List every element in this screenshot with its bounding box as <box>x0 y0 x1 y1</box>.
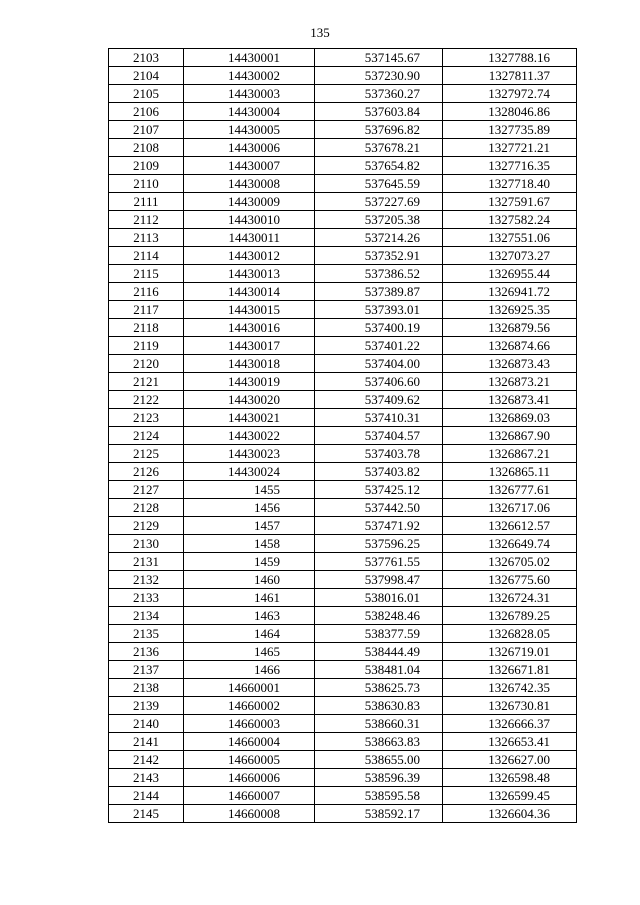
x-coordinate-cell: 537214.26 <box>315 229 443 247</box>
row-number-cell: 2109 <box>109 157 184 175</box>
table-row <box>109 121 577 139</box>
x-coordinate-cell: 538595.58 <box>315 787 443 805</box>
y-coordinate-cell: 1326789.25 <box>443 607 577 625</box>
point-id-cell: 14660003 <box>184 715 315 733</box>
point-id-cell: 14430008 <box>184 175 315 193</box>
row-number-cell: 2132 <box>109 571 184 589</box>
x-coordinate-cell: 537410.31 <box>315 409 443 427</box>
point-id-cell: 14430002 <box>184 67 315 85</box>
y-coordinate-cell: 1326719.01 <box>443 643 577 661</box>
row-number-cell: 2122 <box>109 391 184 409</box>
row-number-cell: 2119 <box>109 337 184 355</box>
y-coordinate-cell: 1327735.89 <box>443 121 577 139</box>
table-row <box>109 103 577 121</box>
y-coordinate-cell: 1326627.00 <box>443 751 577 769</box>
row-number-cell: 2135 <box>109 625 184 643</box>
table-row <box>109 319 577 337</box>
row-number-cell: 2144 <box>109 787 184 805</box>
table-row <box>109 625 577 643</box>
point-id-cell: 14430004 <box>184 103 315 121</box>
y-coordinate-cell: 1326775.60 <box>443 571 577 589</box>
row-number-cell: 2130 <box>109 535 184 553</box>
point-id-cell: 14430024 <box>184 463 315 481</box>
point-id-cell: 1457 <box>184 517 315 535</box>
table-row <box>109 517 577 535</box>
point-id-cell: 14430013 <box>184 265 315 283</box>
x-coordinate-cell: 538377.59 <box>315 625 443 643</box>
table-row <box>109 715 577 733</box>
table-row <box>109 211 577 229</box>
y-coordinate-cell: 1326828.05 <box>443 625 577 643</box>
point-id-cell: 14660007 <box>184 787 315 805</box>
point-id-cell: 14430009 <box>184 193 315 211</box>
x-coordinate-cell: 537678.21 <box>315 139 443 157</box>
x-coordinate-cell: 537393.01 <box>315 301 443 319</box>
table-row <box>109 409 577 427</box>
point-id-cell: 14430006 <box>184 139 315 157</box>
x-coordinate-cell: 538663.83 <box>315 733 443 751</box>
table-row <box>109 697 577 715</box>
table-row <box>109 85 577 103</box>
row-number-cell: 2126 <box>109 463 184 481</box>
point-id-cell: 14430015 <box>184 301 315 319</box>
y-coordinate-cell: 1326879.56 <box>443 319 577 337</box>
y-coordinate-cell: 1326604.36 <box>443 805 577 823</box>
x-coordinate-cell: 537401.22 <box>315 337 443 355</box>
point-id-cell: 14430022 <box>184 427 315 445</box>
table-row <box>109 301 577 319</box>
row-number-cell: 2140 <box>109 715 184 733</box>
point-id-cell: 14660008 <box>184 805 315 823</box>
row-number-cell: 2116 <box>109 283 184 301</box>
table-row <box>109 157 577 175</box>
row-number-cell: 2124 <box>109 427 184 445</box>
x-coordinate-cell: 537386.52 <box>315 265 443 283</box>
x-coordinate-cell: 537603.84 <box>315 103 443 121</box>
y-coordinate-cell: 1327811.37 <box>443 67 577 85</box>
y-coordinate-cell: 1326873.41 <box>443 391 577 409</box>
table-row <box>109 571 577 589</box>
row-number-cell: 2114 <box>109 247 184 265</box>
table-row <box>109 175 577 193</box>
row-number-cell: 2123 <box>109 409 184 427</box>
point-id-cell: 1466 <box>184 661 315 679</box>
table-row <box>109 805 577 823</box>
point-id-cell: 14430010 <box>184 211 315 229</box>
point-id-cell: 1463 <box>184 607 315 625</box>
row-number-cell: 2115 <box>109 265 184 283</box>
table-row <box>109 355 577 373</box>
row-number-cell: 2139 <box>109 697 184 715</box>
y-coordinate-cell: 1326873.43 <box>443 355 577 373</box>
table-row <box>109 265 577 283</box>
point-id-cell: 14430012 <box>184 247 315 265</box>
table-row <box>109 445 577 463</box>
point-id-cell: 14430017 <box>184 337 315 355</box>
point-id-cell: 14430003 <box>184 85 315 103</box>
y-coordinate-cell: 1328046.86 <box>443 103 577 121</box>
y-coordinate-cell: 1327721.21 <box>443 139 577 157</box>
table-row <box>109 463 577 481</box>
row-number-cell: 2112 <box>109 211 184 229</box>
point-id-cell: 14430011 <box>184 229 315 247</box>
row-number-cell: 2107 <box>109 121 184 139</box>
point-id-cell: 14430019 <box>184 373 315 391</box>
table-row <box>109 229 577 247</box>
y-coordinate-cell: 1326666.37 <box>443 715 577 733</box>
point-id-cell: 14660002 <box>184 697 315 715</box>
point-id-cell: 14430021 <box>184 409 315 427</box>
x-coordinate-cell: 538444.49 <box>315 643 443 661</box>
y-coordinate-cell: 1327718.40 <box>443 175 577 193</box>
point-id-cell: 14660005 <box>184 751 315 769</box>
y-coordinate-cell: 1327788.16 <box>443 49 577 67</box>
row-number-cell: 2105 <box>109 85 184 103</box>
x-coordinate-cell: 537404.00 <box>315 355 443 373</box>
x-coordinate-cell: 537761.55 <box>315 553 443 571</box>
point-id-cell: 1458 <box>184 535 315 553</box>
point-id-cell: 14430001 <box>184 49 315 67</box>
point-id-cell: 1460 <box>184 571 315 589</box>
table-row <box>109 553 577 571</box>
y-coordinate-cell: 1327582.24 <box>443 211 577 229</box>
y-coordinate-cell: 1327591.67 <box>443 193 577 211</box>
table-row <box>109 247 577 265</box>
table-row <box>109 751 577 769</box>
row-number-cell: 2143 <box>109 769 184 787</box>
row-number-cell: 2110 <box>109 175 184 193</box>
table-row <box>109 67 577 85</box>
x-coordinate-cell: 537471.92 <box>315 517 443 535</box>
y-coordinate-cell: 1327073.27 <box>443 247 577 265</box>
y-coordinate-cell: 1326867.90 <box>443 427 577 445</box>
x-coordinate-cell: 538481.04 <box>315 661 443 679</box>
x-coordinate-cell: 537227.69 <box>315 193 443 211</box>
table-row <box>109 373 577 391</box>
x-coordinate-cell: 538248.46 <box>315 607 443 625</box>
y-coordinate-cell: 1326869.03 <box>443 409 577 427</box>
y-coordinate-cell: 1327551.06 <box>443 229 577 247</box>
row-number-cell: 2138 <box>109 679 184 697</box>
x-coordinate-cell: 537998.47 <box>315 571 443 589</box>
table-row <box>109 769 577 787</box>
y-coordinate-cell: 1326599.45 <box>443 787 577 805</box>
y-coordinate-cell: 1326874.66 <box>443 337 577 355</box>
row-number-cell: 2127 <box>109 481 184 499</box>
x-coordinate-cell: 537442.50 <box>315 499 443 517</box>
point-id-cell: 1464 <box>184 625 315 643</box>
row-number-cell: 2118 <box>109 319 184 337</box>
row-number-cell: 2108 <box>109 139 184 157</box>
table-row <box>109 283 577 301</box>
y-coordinate-cell: 1326598.48 <box>443 769 577 787</box>
y-coordinate-cell: 1326955.44 <box>443 265 577 283</box>
point-id-cell: 14430005 <box>184 121 315 139</box>
x-coordinate-cell: 537400.19 <box>315 319 443 337</box>
row-number-cell: 2141 <box>109 733 184 751</box>
y-coordinate-cell: 1326925.35 <box>443 301 577 319</box>
row-number-cell: 2117 <box>109 301 184 319</box>
point-id-cell: 14430014 <box>184 283 315 301</box>
x-coordinate-cell: 538630.83 <box>315 697 443 715</box>
x-coordinate-cell: 537389.87 <box>315 283 443 301</box>
table-row <box>109 193 577 211</box>
row-number-cell: 2131 <box>109 553 184 571</box>
x-coordinate-cell: 538655.00 <box>315 751 443 769</box>
table-row <box>109 499 577 517</box>
table-row <box>109 337 577 355</box>
x-coordinate-cell: 537403.82 <box>315 463 443 481</box>
x-coordinate-cell: 537596.25 <box>315 535 443 553</box>
x-coordinate-cell: 537645.59 <box>315 175 443 193</box>
row-number-cell: 2133 <box>109 589 184 607</box>
x-coordinate-cell: 537360.27 <box>315 85 443 103</box>
row-number-cell: 2145 <box>109 805 184 823</box>
table-row <box>109 661 577 679</box>
row-number-cell: 2104 <box>109 67 184 85</box>
table-row <box>109 49 577 67</box>
x-coordinate-cell: 538625.73 <box>315 679 443 697</box>
x-coordinate-cell: 537230.90 <box>315 67 443 85</box>
y-coordinate-cell: 1326649.74 <box>443 535 577 553</box>
x-coordinate-cell: 537403.78 <box>315 445 443 463</box>
point-id-cell: 1456 <box>184 499 315 517</box>
point-id-cell: 1455 <box>184 481 315 499</box>
x-coordinate-cell: 537654.82 <box>315 157 443 175</box>
y-coordinate-cell: 1326612.57 <box>443 517 577 535</box>
y-coordinate-cell: 1326705.02 <box>443 553 577 571</box>
point-id-cell: 14430018 <box>184 355 315 373</box>
table-row <box>109 733 577 751</box>
y-coordinate-cell: 1326717.06 <box>443 499 577 517</box>
x-coordinate-cell: 537425.12 <box>315 481 443 499</box>
x-coordinate-cell: 537696.82 <box>315 121 443 139</box>
coordinates-table-body <box>109 49 577 823</box>
table-row <box>109 391 577 409</box>
row-number-cell: 2129 <box>109 517 184 535</box>
y-coordinate-cell: 1326777.61 <box>443 481 577 499</box>
row-number-cell: 2128 <box>109 499 184 517</box>
x-coordinate-cell: 538660.31 <box>315 715 443 733</box>
x-coordinate-cell: 538016.01 <box>315 589 443 607</box>
point-id-cell: 14430007 <box>184 157 315 175</box>
y-coordinate-cell: 1326867.21 <box>443 445 577 463</box>
y-coordinate-cell: 1326742.35 <box>443 679 577 697</box>
row-number-cell: 2137 <box>109 661 184 679</box>
y-coordinate-cell: 1327716.35 <box>443 157 577 175</box>
x-coordinate-cell: 537404.57 <box>315 427 443 445</box>
page-number: 135 <box>310 25 330 40</box>
row-number-cell: 2111 <box>109 193 184 211</box>
row-number-cell: 2120 <box>109 355 184 373</box>
y-coordinate-cell: 1326865.11 <box>443 463 577 481</box>
y-coordinate-cell: 1326724.31 <box>443 589 577 607</box>
y-coordinate-cell: 1327972.74 <box>443 85 577 103</box>
x-coordinate-cell: 538592.17 <box>315 805 443 823</box>
point-id-cell: 14430020 <box>184 391 315 409</box>
table-row <box>109 679 577 697</box>
point-id-cell: 14660004 <box>184 733 315 751</box>
x-coordinate-cell: 537409.62 <box>315 391 443 409</box>
table-row <box>109 481 577 499</box>
row-number-cell: 2142 <box>109 751 184 769</box>
table-row <box>109 535 577 553</box>
point-id-cell: 1465 <box>184 643 315 661</box>
point-id-cell: 14430023 <box>184 445 315 463</box>
row-number-cell: 2134 <box>109 607 184 625</box>
x-coordinate-cell: 537352.91 <box>315 247 443 265</box>
table-row <box>109 643 577 661</box>
row-number-cell: 2106 <box>109 103 184 121</box>
y-coordinate-cell: 1326671.81 <box>443 661 577 679</box>
x-coordinate-cell: 538596.39 <box>315 769 443 787</box>
y-coordinate-cell: 1326730.81 <box>443 697 577 715</box>
row-number-cell: 2121 <box>109 373 184 391</box>
row-number-cell: 2136 <box>109 643 184 661</box>
point-id-cell: 1459 <box>184 553 315 571</box>
row-number-cell: 2125 <box>109 445 184 463</box>
point-id-cell: 14660001 <box>184 679 315 697</box>
table-row <box>109 427 577 445</box>
y-coordinate-cell: 1326941.72 <box>443 283 577 301</box>
table-row <box>109 787 577 805</box>
table-row <box>109 607 577 625</box>
x-coordinate-cell: 537205.38 <box>315 211 443 229</box>
point-id-cell: 14430016 <box>184 319 315 337</box>
table-row <box>109 139 577 157</box>
coordinates-table <box>108 48 577 823</box>
row-number-cell: 2113 <box>109 229 184 247</box>
x-coordinate-cell: 537145.67 <box>315 49 443 67</box>
x-coordinate-cell: 537406.60 <box>315 373 443 391</box>
point-id-cell: 14660006 <box>184 769 315 787</box>
y-coordinate-cell: 1326653.41 <box>443 733 577 751</box>
table-row <box>109 589 577 607</box>
point-id-cell: 1461 <box>184 589 315 607</box>
row-number-cell: 2103 <box>109 49 184 67</box>
y-coordinate-cell: 1326873.21 <box>443 373 577 391</box>
